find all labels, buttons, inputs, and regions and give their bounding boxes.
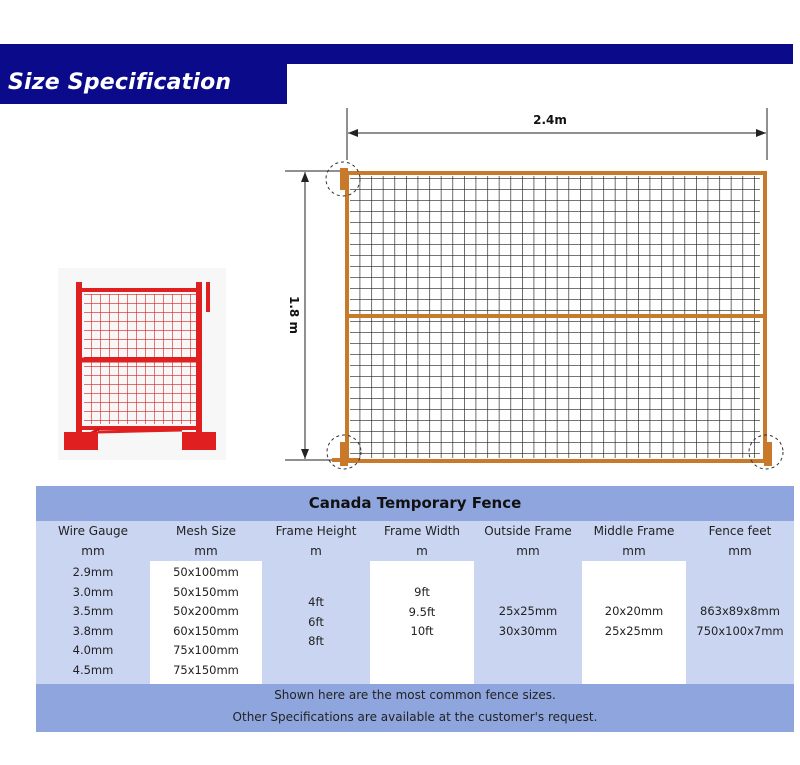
col-head-outside-frame xyxy=(474,521,582,561)
frame-width-value: 9.5ft xyxy=(408,604,436,619)
mesh-size-value: 50x200mm xyxy=(173,604,239,618)
col-name: Wire Gauge xyxy=(57,524,129,538)
col-unit: m xyxy=(310,544,322,558)
col-head-frame-height xyxy=(262,521,370,561)
section-title: Size Specification xyxy=(8,70,232,95)
red-fence-photo xyxy=(58,268,226,460)
wire-gauge-value: 4.5mm xyxy=(72,662,114,677)
cell-outside-frame xyxy=(474,561,582,684)
col-name: Frame Height xyxy=(275,524,357,538)
col-unit: mm xyxy=(81,544,105,558)
table-title: Canada Temporary Fence xyxy=(308,494,522,512)
col-unit: m xyxy=(416,544,428,558)
wire-gauge-value: 3.0mm xyxy=(72,584,114,599)
outside-frame-value: 25x25mm xyxy=(498,604,558,618)
col-head-middle-frame xyxy=(582,521,686,561)
col-head-frame-width xyxy=(370,521,474,561)
mesh-size-value: 75x100mm xyxy=(173,643,239,657)
section-header xyxy=(0,64,287,104)
col-name: Middle Frame xyxy=(593,524,675,538)
frame-width-value: 9ft xyxy=(414,585,430,599)
middle-frame-value: 25x25mm xyxy=(604,623,664,638)
cell-fence-feet xyxy=(686,561,794,684)
height-label: 1.8 m xyxy=(287,296,301,334)
col-name: Fence feet xyxy=(708,524,772,538)
table-body-row xyxy=(36,561,794,684)
fence-feet-value-list xyxy=(686,602,794,641)
fence-feet-value: 863x89x8mm xyxy=(700,604,780,618)
mesh-size-value: 50x100mm xyxy=(173,565,239,579)
spec-table xyxy=(36,486,794,732)
col-name: Frame Width xyxy=(383,524,461,538)
footer-note-1: Shown here are the most common fence sizes. xyxy=(274,688,556,702)
cell-middle-frame xyxy=(582,561,686,684)
cell-wire-gauge xyxy=(36,561,150,684)
wire-gauge-value: 4.0mm xyxy=(72,643,114,657)
frame-height-value-list xyxy=(262,593,370,652)
middle-frame-value: 20x20mm xyxy=(604,604,664,618)
wire-gauge-value: 3.8mm xyxy=(72,623,114,638)
frame-width-value: 10ft xyxy=(410,624,434,638)
mesh-size-value: 50x150mm xyxy=(173,584,239,599)
header-rule xyxy=(0,44,793,64)
width-label: 2.4m xyxy=(533,113,567,127)
fence-feet-value: 750x100x7mm xyxy=(696,623,784,638)
wire-gauge-value-list xyxy=(36,563,150,680)
wire-gauge-value: 3.5mm xyxy=(72,604,114,618)
cell-frame-height xyxy=(262,561,370,684)
col-unit: mm xyxy=(728,544,752,558)
table-footer xyxy=(36,684,794,732)
col-name: Mesh Size xyxy=(175,524,237,538)
frame-width-value-list xyxy=(370,583,474,642)
col-unit: mm xyxy=(622,544,646,558)
fence-dimension-diagram xyxy=(270,100,800,480)
frame-height-value: 8ft xyxy=(308,634,324,648)
wire-gauge-value: 2.9mm xyxy=(72,565,114,579)
table-header-row xyxy=(36,521,794,561)
col-unit: mm xyxy=(516,544,540,558)
mesh-size-value: 75x150mm xyxy=(173,662,239,677)
mesh-size-value: 60x150mm xyxy=(173,623,239,638)
col-head-fence-feet xyxy=(686,521,794,561)
outside-frame-value-list xyxy=(474,602,582,641)
col-name: Outside Frame xyxy=(484,524,572,538)
table-title-bar xyxy=(36,486,794,521)
col-unit: mm xyxy=(194,544,218,558)
middle-frame-value-list xyxy=(582,602,686,641)
col-head-wire-gauge xyxy=(36,521,150,561)
cell-frame-width xyxy=(370,561,474,684)
mesh-size-value-list xyxy=(150,563,262,680)
col-head-mesh-size xyxy=(150,521,262,561)
outside-frame-value: 30x30mm xyxy=(498,623,558,638)
cell-mesh-size xyxy=(150,561,262,684)
frame-height-value: 4ft xyxy=(308,595,324,609)
frame-height-value: 6ft xyxy=(308,614,324,629)
footer-note-2: Other Specifications are available at the customer's request. xyxy=(232,710,598,724)
